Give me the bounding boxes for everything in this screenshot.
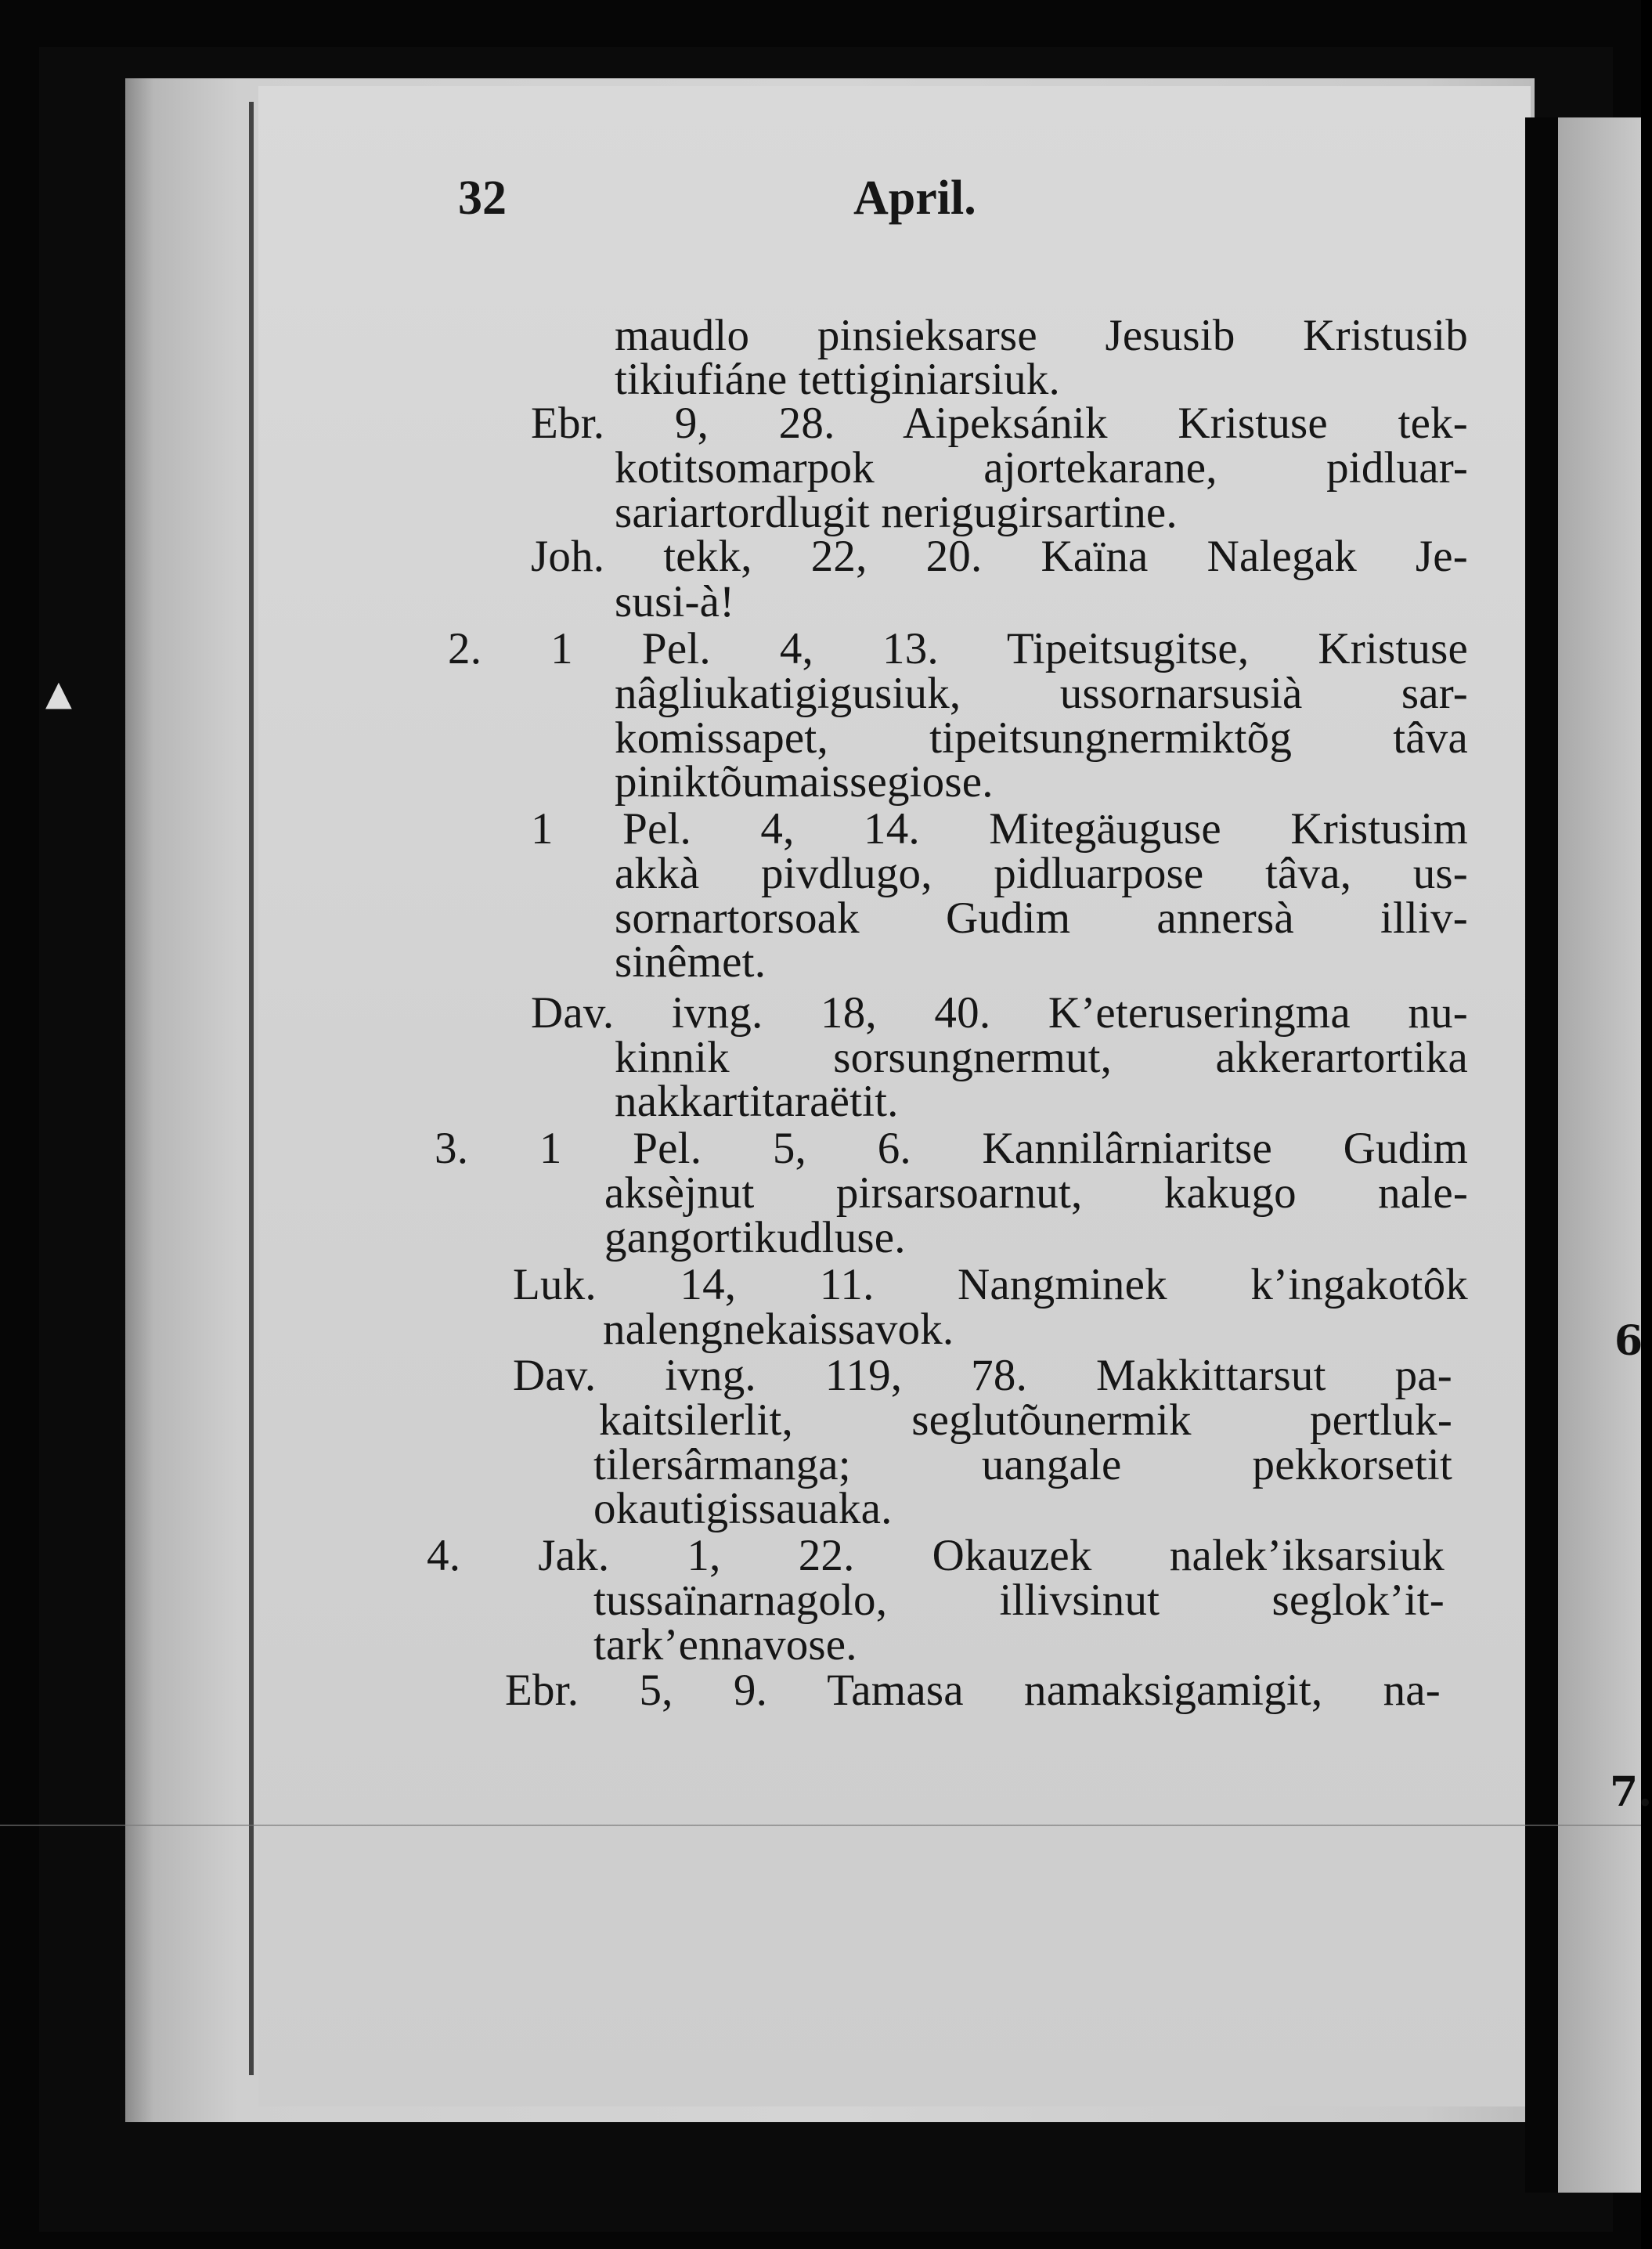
text-line: tikiufiáne tettiginiarsiuk.: [615, 355, 1060, 404]
text-line: nâgliukatigigusiuk, ussornarsusià sar-: [615, 669, 1468, 718]
text-line: maudlo pinsieksarse Jesusib Kristusib: [615, 311, 1468, 360]
text-line: sornartorsoak Gudim annersà illiv-: [615, 893, 1468, 943]
text-line: 3. 1 Pel. 5, 6. Kannilârniaritse Gudim: [435, 1124, 1468, 1173]
text-line: Ebr. 9, 28. Aipeksánik Kristuse tek-: [531, 399, 1468, 448]
text-line: kotitsomarpok ajortekarane, pidluar-: [615, 443, 1468, 493]
text-line: nakkartitaraëtit.: [615, 1077, 899, 1126]
text-line: Dav. ivng. 18, 40. K’eteruseringma nu-: [531, 988, 1468, 1038]
text-line: sinêmet.: [615, 937, 766, 987]
text-line: piniktõumaissegiose.: [615, 757, 994, 807]
text-line: 2. 1 Pel. 4, 13. Tipeitsugitse, Kristuse: [448, 624, 1468, 673]
text-line: Joh. tekk, 22, 20. Kaïna Nalegak Je-: [531, 532, 1468, 581]
text-line: kinnik sorsungnermut, akkerartortika: [615, 1033, 1468, 1082]
text-line: aksèjnut pirsarsoarnut, kakugo nale-: [604, 1168, 1468, 1218]
facing-page-number-7: 7.: [1610, 1768, 1652, 1816]
text-line: nalengnekaissavok.: [603, 1305, 954, 1354]
text-line: sariartordlugit nerigugirsartine.: [615, 488, 1178, 537]
text-line: tilersârmanga; uangale pekkorsetit: [593, 1440, 1452, 1489]
text-line: Ebr. 5, 9. Tamasa namaksigamigit, na-: [505, 1666, 1441, 1715]
text-line: 4. Jak. 1, 22. Okauzek nalek’iksarsiuk: [427, 1531, 1445, 1580]
text-line: tark’ennavose.: [593, 1620, 857, 1670]
text-line: gangortikudluse.: [604, 1213, 906, 1262]
text-line: 1 Pel. 4, 14. Mitegäuguse Kristusim: [531, 804, 1468, 854]
text-line: Dav. ivng. 119, 78. Makkittarsut pa-: [513, 1351, 1452, 1400]
text-line: kaitsilerlit, seglutõunermik pertluk-: [599, 1395, 1452, 1445]
text-line: Luk. 14, 11. Nangminek k’ingakotôk: [513, 1260, 1468, 1309]
page-number: 32: [458, 171, 507, 225]
margin-speck: ▲: [45, 673, 72, 713]
text-line: okautigissauaka.: [593, 1484, 893, 1533]
text-line: komissapet, tipeitsungnermiktõg tâva: [615, 713, 1468, 763]
text-line: akkà pivdlugo, pidluarpose tâva, us-: [615, 849, 1468, 898]
text-line: susi-à!: [615, 577, 735, 626]
facing-page-number-6: 6: [1614, 1317, 1643, 1365]
running-head: April.: [853, 171, 976, 225]
text-line: tussaïnarnagolo, illivsinut seglok’it-: [593, 1576, 1445, 1625]
